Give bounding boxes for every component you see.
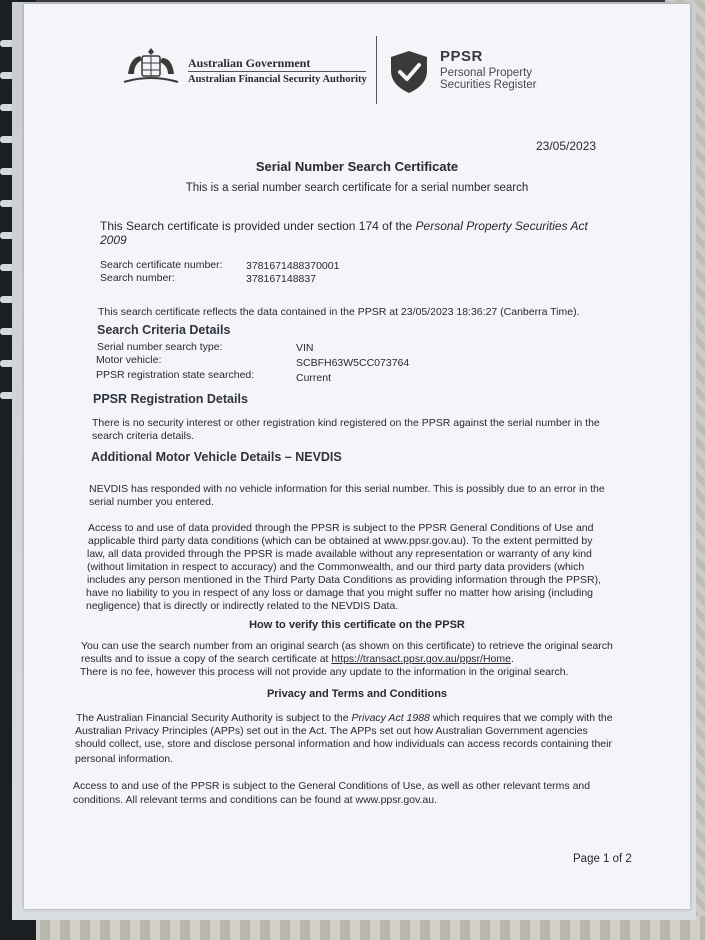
criteria-value: SCBFH63W5CC073764: [296, 357, 410, 369]
ppsr-home-link[interactable]: https://transact.ppsr.gov.au/ppsr/Home: [331, 653, 511, 665]
nevdis-terms-line: law, all data provided through the PPSR is made available without any representation or warranty of any kind: [87, 548, 592, 560]
nevdis-terms-line: includes any person mentioned in the Third Party Data Conditions as providing information through the PPSR),: [87, 574, 602, 586]
page-number: Page 1 of 2: [573, 853, 632, 865]
criteria-label: PPSR registration state searched:: [96, 369, 255, 381]
criteria-value: Current: [296, 372, 332, 384]
gov-name: Australian Government: [188, 56, 311, 70]
registration-heading: PPSR Registration Details: [93, 392, 248, 406]
verify-text-2: [81, 653, 514, 667]
reflects-text: This search certificate reflects the data contained in the PPSR at 23/05/2023 18:36:27 (Canberra Time).: [98, 306, 580, 318]
certificate-date: 23/05/2023: [536, 139, 597, 153]
nevdis-text-1: NEVDIS has responded with no vehicle information for this serial number. This is possibly due to an error in the: [89, 483, 605, 495]
certificate-page: [24, 4, 690, 909]
search-number-label: Search number:: [100, 272, 175, 284]
coat-of-arms-icon: [120, 44, 182, 88]
privacy-heading: Privacy and Terms and Conditions: [266, 688, 448, 700]
nevdis-terms-line: have no liability to you in respect of any loss or damage that you might suffer no matter how arising (including: [86, 587, 593, 599]
criteria-label: Serial number search type:: [97, 341, 223, 353]
terms-text-2: conditions. All relevant terms and conditions can be found at www.ppsr.gov.au.: [73, 794, 438, 806]
cert-number-label: Search certificate number:: [100, 259, 223, 271]
nevdis-terms-line: (without limitation in respect to accuracy) and the Commonwealth, and our third party data providers (which: [87, 561, 585, 573]
privacy-text-3: should collect, use, store and disclose personal information and how individuals can access records containing their: [75, 738, 612, 750]
ppsr-title: PPSR: [440, 48, 483, 65]
act-name: Personal Property Securities Act: [415, 219, 588, 233]
registration-text-1: There is no security interest or other registration kind registered on the PPSR against the serial number in the: [92, 417, 600, 429]
page-subtitle: This is a serial number search certificate for a serial number search: [185, 182, 529, 194]
verify-text-1: You can use the search number from an original search (as shown on this certificate) to retrieve the original search: [81, 640, 613, 652]
nevdis-terms-line: applicable third party data conditions (which can be obtained at www.ppsr.gov.au). To the extent permitted by: [88, 535, 593, 547]
search-number-value: 378167148837: [246, 273, 317, 285]
header-divider: [376, 36, 377, 104]
nevdis-terms-line: Access to and use of data provided through the PPSR is subject to the PPSR General Conditions of Use and: [88, 522, 594, 534]
privacy-text-post: which requires that we comply with the: [429, 712, 613, 724]
verify-text-post: .: [510, 653, 514, 665]
gov-divider: [188, 71, 366, 72]
nevdis-terms-line: negligence) that is directly or indirectly related to the NEVDIS Data.: [86, 600, 399, 612]
ppsr-shield-icon: [387, 49, 431, 95]
privacy-act-name: Privacy Act 1988: [351, 712, 430, 724]
provision-line-2: 2009: [100, 233, 127, 247]
criteria-heading: Search Criteria Details: [97, 323, 231, 337]
ppsr-subtitle-1: Personal Property: [440, 67, 533, 79]
ppsr-subtitle-2: Securities Register: [440, 79, 537, 91]
gov-agency: Australian Financial Security Authority: [188, 74, 367, 85]
cert-number-value: 3781671488370001: [246, 260, 340, 272]
privacy-text-2: Australian Privacy Principles (APPs) set out in the Act. The APPs set out how Australian Government agencies: [75, 725, 588, 737]
criteria-label: Motor vehicle:: [96, 354, 162, 366]
terms-text-1: Access to and use of the PPSR is subject to the General Conditions of Use, as well as other relevant terms and: [73, 780, 591, 792]
privacy-text-pre: The Australian Financial Security Authority is subject to the: [76, 712, 352, 724]
verify-text-pre: results and to issue a copy of the search certificate at: [81, 653, 332, 665]
registration-text-2: search criteria details.: [92, 430, 195, 442]
verify-heading: How to verify this certificate on the PPSR: [249, 619, 465, 631]
nevdis-text-2: serial number you entered.: [89, 496, 214, 508]
page-title: Serial Number Search Certificate: [255, 159, 459, 174]
verify-text-3: There is no fee, however this process will not provide any update to the information in the original search.: [80, 666, 569, 678]
criteria-value: VIN: [296, 342, 314, 354]
provision-text: This Search certificate is provided under section 174 of the: [100, 219, 416, 233]
privacy-text-1: [76, 712, 613, 726]
privacy-text-4: personal information.: [75, 753, 174, 765]
provision-line-1: [100, 219, 588, 233]
nevdis-heading: Additional Motor Vehicle Details – NEVDIS: [91, 450, 342, 464]
